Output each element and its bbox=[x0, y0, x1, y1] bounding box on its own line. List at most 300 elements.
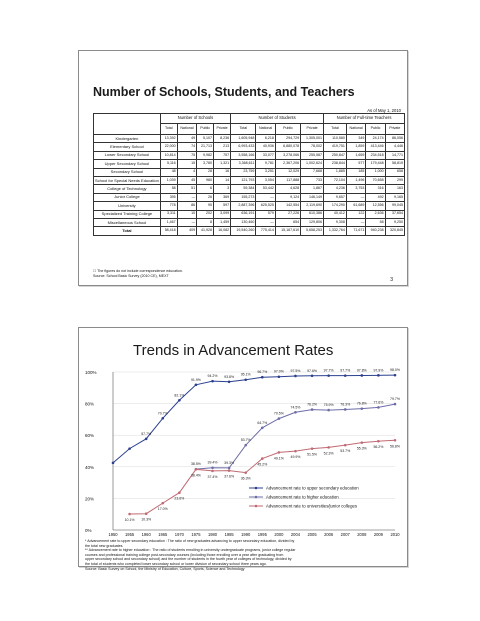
slide-notes bbox=[85, 539, 403, 571]
table-cell: 45 bbox=[177, 176, 196, 184]
x-tick-label: 1950 bbox=[108, 532, 118, 537]
table-cell: 255,587 bbox=[301, 151, 324, 159]
table-cell: 10,814 bbox=[160, 151, 177, 159]
table-cell: 636,191 bbox=[231, 210, 256, 218]
note-checkbox: ☐ bbox=[93, 269, 97, 273]
table-cell: 579 bbox=[256, 210, 275, 218]
data-label-univ: 45.2% bbox=[257, 462, 268, 467]
table-cell: 59,384 bbox=[231, 185, 256, 193]
data-point-upper bbox=[344, 374, 347, 377]
table-cell: 202 bbox=[197, 210, 214, 218]
data-point-univ bbox=[211, 470, 214, 473]
data-point-upper bbox=[377, 374, 380, 377]
table-cell: 2,119,690 bbox=[301, 202, 324, 210]
table-cell: 26 bbox=[197, 193, 214, 201]
slide-title: Trends in Advancement Rates bbox=[133, 342, 334, 359]
data-point-higher bbox=[278, 417, 281, 420]
data-label-univ: 37.6% bbox=[224, 474, 235, 479]
table-cell: 58 bbox=[160, 185, 177, 193]
x-tick-label: 1980 bbox=[207, 532, 218, 537]
data-label-upper: 97.0% bbox=[273, 369, 284, 374]
group-students: Number of Students bbox=[231, 114, 324, 124]
data-label-univ: 52.3% bbox=[323, 451, 334, 456]
subheader-cell: National bbox=[256, 124, 275, 135]
table-cell: 14 bbox=[214, 176, 231, 184]
data-label-univ: 49.1% bbox=[273, 456, 284, 461]
table-cell: 33,077 bbox=[256, 151, 275, 159]
x-tick-label: 2000 bbox=[274, 532, 284, 537]
table-cell: 1,002,624 bbox=[301, 160, 324, 168]
data-label-univ: 37.4% bbox=[207, 474, 218, 479]
table-cell: 71,671 bbox=[346, 227, 365, 235]
x-tick-label: 1995 bbox=[257, 532, 267, 537]
table-cell: 15,167,610 bbox=[275, 227, 300, 235]
table-cell: 13,392 bbox=[160, 135, 177, 143]
table-cell: 99,045 bbox=[385, 202, 404, 210]
advancement-rates-chart bbox=[79, 328, 409, 540]
data-point-upper bbox=[244, 378, 247, 381]
slide-title: Number of Schools, Students, and Teachers bbox=[93, 85, 355, 99]
table-cell: 3,099 bbox=[214, 210, 231, 218]
table-cell: 492 bbox=[366, 193, 385, 201]
table-cell: 413,446 bbox=[366, 143, 385, 151]
data-point-univ bbox=[361, 441, 364, 444]
table-cell: 70,658 bbox=[366, 176, 385, 184]
table-cell: 5,116 bbox=[160, 160, 177, 168]
table-cell: 316 bbox=[366, 185, 385, 193]
table-cell: 16,082 bbox=[214, 227, 231, 235]
data-label-higher: 77.6% bbox=[373, 400, 384, 405]
data-label-upper: 98.0% bbox=[390, 368, 400, 373]
table-cell: 9,657 bbox=[324, 193, 347, 201]
as-of-date: As of May 1, 2010 bbox=[367, 108, 401, 113]
table-cell: 86,056 bbox=[385, 135, 404, 143]
x-tick-label: 2008 bbox=[357, 532, 367, 537]
table-cell: 2,887,396 bbox=[231, 202, 256, 210]
table-cell: 9,982 bbox=[197, 151, 214, 159]
data-label-univ: 10.1% bbox=[124, 518, 135, 523]
data-point-upper bbox=[211, 380, 214, 383]
note-line: ☐ The figures do not include correspondence education. bbox=[93, 269, 183, 273]
data-point-univ bbox=[178, 491, 181, 494]
data-label-univ: 38.4% bbox=[190, 473, 201, 478]
table-body bbox=[94, 135, 405, 236]
y-tick-label: 60% bbox=[85, 433, 95, 439]
data-point-univ bbox=[261, 457, 264, 460]
subheader-cell: Private bbox=[301, 124, 324, 135]
table-cell: 155,273 bbox=[231, 193, 256, 201]
table-cell: 179,448 bbox=[366, 160, 385, 168]
table-cell: 8,236 bbox=[214, 135, 231, 143]
table-cell: 5,107 bbox=[197, 135, 214, 143]
data-label-univ: 17.0% bbox=[157, 507, 168, 512]
data-label-upper: 70.7% bbox=[157, 411, 168, 416]
x-tick-label: 1985 bbox=[224, 532, 234, 537]
legend-marker-univ bbox=[255, 505, 258, 508]
table-cell: 6,218 bbox=[256, 135, 275, 143]
x-tick-label: 1975 bbox=[191, 532, 201, 537]
table-cell: 5,658,253 bbox=[301, 227, 324, 235]
table-cell: 1,000 bbox=[366, 168, 385, 176]
table-row bbox=[94, 143, 405, 151]
table-cell: 146,149 bbox=[301, 193, 324, 201]
data-point-upper bbox=[228, 380, 231, 383]
table-cell: 48 bbox=[160, 168, 177, 176]
data-label-upper: 97.9% bbox=[373, 368, 384, 373]
subheader-cell: Total bbox=[324, 124, 347, 135]
data-label-upper: 97.5% bbox=[290, 368, 301, 373]
data-label-univ: 53.7% bbox=[340, 449, 351, 454]
table-cell: 86 bbox=[177, 202, 196, 210]
subheader-cell: National bbox=[177, 124, 196, 135]
table-cell: 3,780 bbox=[197, 160, 214, 168]
table-cell: 234,518 bbox=[366, 151, 385, 159]
y-tick-label: 0% bbox=[85, 528, 92, 533]
table-cell: 16 bbox=[214, 168, 231, 176]
y-tick-label: 40% bbox=[85, 464, 95, 470]
x-tick-label: 1970 bbox=[174, 532, 184, 537]
table-cell: 110,580 bbox=[324, 135, 347, 143]
data-point-higher bbox=[311, 408, 314, 411]
data-point-univ bbox=[394, 439, 397, 442]
data-label-univ: 36.3% bbox=[240, 476, 251, 481]
table-cell: 1,305,001 bbox=[301, 135, 324, 143]
legend-label-higher: Advancement rate to higher education bbox=[266, 494, 339, 500]
row-label: Lower Secondary School bbox=[94, 151, 161, 159]
table-row bbox=[94, 151, 405, 159]
data-label-higher: 74.5% bbox=[290, 405, 301, 410]
data-label-upper: 91.9% bbox=[190, 377, 201, 382]
legend-label-univ: Advancement rate to universities/junior colleges bbox=[266, 503, 357, 509]
table-cell: — bbox=[177, 193, 196, 201]
data-label-upper: 82.1% bbox=[174, 393, 185, 398]
data-point-higher bbox=[377, 406, 380, 409]
table-cell: 1,885 bbox=[324, 168, 347, 176]
table-cell: 72,104 bbox=[324, 176, 347, 184]
table-cell: 2,367,206 bbox=[275, 160, 300, 168]
data-label-upper: 97.8% bbox=[356, 368, 367, 373]
table-cell: 775,414 bbox=[256, 227, 275, 235]
data-label-univ: 55.3% bbox=[356, 446, 367, 451]
x-tick-label: 2005 bbox=[307, 532, 317, 537]
data-point-univ bbox=[344, 444, 347, 447]
data-label-higher: 53.7% bbox=[240, 438, 251, 443]
slide-advancement-rates bbox=[78, 327, 408, 571]
table-cell: 3,368,611 bbox=[231, 160, 256, 168]
x-tick-label: 2009 bbox=[373, 532, 383, 537]
row-label: Specialized Training College bbox=[94, 210, 161, 218]
table-cell: 40,936 bbox=[256, 143, 275, 151]
page-number: 3 bbox=[390, 277, 393, 283]
table-cell: 14,771 bbox=[385, 151, 404, 159]
table-cell: 419,751 bbox=[324, 143, 347, 151]
row-label: School for Special Needs Education bbox=[94, 176, 161, 184]
table-cell: — bbox=[346, 218, 365, 226]
table-cell: 1,459 bbox=[214, 218, 231, 226]
note-line: upper secondary school and secondary school) and the number of students in the fourth year of colleges of technology, divided by bbox=[85, 557, 292, 562]
note-line: * Advancement rate to upper secondary education : The ratio of new graduates advancing to upper secondary education, divided by bbox=[85, 539, 295, 543]
data-label-upper: 94.2% bbox=[207, 374, 218, 379]
table-cell: 117,888 bbox=[275, 176, 300, 184]
table-cell: 4,628 bbox=[275, 185, 300, 193]
slide-schools-students-teachers bbox=[78, 50, 408, 286]
table-cell: 395 bbox=[160, 193, 177, 201]
table-cell: 299 bbox=[385, 176, 404, 184]
table-cell: 61,689 bbox=[346, 202, 365, 210]
data-point-upper bbox=[261, 376, 264, 379]
table-cell: 40,412 bbox=[324, 210, 347, 218]
subheader-cell: Public bbox=[197, 124, 214, 135]
x-tick-label: 1955 bbox=[125, 532, 135, 537]
data-label-higher: 39.3% bbox=[224, 460, 235, 465]
table-cell: 1,867 bbox=[301, 185, 324, 193]
subheader-cell: Total bbox=[231, 124, 256, 135]
table-row bbox=[94, 176, 405, 184]
data-label-higher: 76.2% bbox=[307, 402, 318, 407]
data-point-upper bbox=[327, 374, 330, 377]
y-tick-label: 20% bbox=[85, 496, 95, 502]
data-point-univ bbox=[244, 471, 247, 474]
data-label-upper: 96.7% bbox=[257, 370, 268, 375]
table-cell: 7,668 bbox=[301, 168, 324, 176]
data-label-univ: 56.8% bbox=[390, 444, 400, 449]
table-cell: 27,226 bbox=[275, 210, 300, 218]
table-cell: 369 bbox=[214, 193, 231, 201]
table-cell: 577 bbox=[346, 160, 365, 168]
row-label: Total bbox=[94, 227, 161, 235]
table-cell: 6 bbox=[197, 185, 214, 193]
row-label: University bbox=[94, 202, 161, 210]
data-point-upper bbox=[278, 375, 281, 378]
table-group-header bbox=[94, 114, 405, 124]
data-label-univ: 10.3% bbox=[141, 517, 152, 522]
table-cell: 78,002 bbox=[301, 143, 324, 151]
table-cell: 733 bbox=[301, 176, 324, 184]
table-cell: 658 bbox=[385, 168, 404, 176]
table-cell: — bbox=[346, 193, 365, 201]
data-point-upper bbox=[178, 399, 181, 402]
row-label: Kindergarten bbox=[94, 135, 161, 143]
data-point-univ bbox=[377, 440, 380, 443]
table-cell: 1,332,764 bbox=[324, 227, 347, 235]
table-cell: 3,311 bbox=[160, 210, 177, 218]
data-point-upper bbox=[145, 438, 148, 441]
x-tick-label: 2006 bbox=[324, 532, 334, 537]
table-cell: 4,236 bbox=[324, 185, 347, 193]
table-cell: 1,605,948 bbox=[231, 135, 256, 143]
subheader-cell: Private bbox=[214, 124, 231, 135]
group-teachers: Number of Full-time Teachers bbox=[324, 114, 405, 124]
data-label-higher: 64.7% bbox=[257, 420, 268, 425]
row-label: Upper Secondary School bbox=[94, 160, 161, 168]
table-cell: 163 bbox=[385, 185, 404, 193]
data-label-higher: 38.5% bbox=[190, 462, 201, 467]
table-cell: 213 bbox=[214, 143, 231, 151]
table-cell: 654 bbox=[275, 218, 300, 226]
table-cell: 940,238 bbox=[366, 227, 385, 235]
x-tick-label: 1960 bbox=[141, 532, 151, 537]
table-row bbox=[94, 185, 405, 193]
data-point-univ bbox=[145, 512, 148, 515]
table-cell: 1,659 bbox=[346, 151, 365, 159]
table-cell: 1,039 bbox=[160, 176, 177, 184]
table-cell: 19,540,260 bbox=[231, 227, 256, 235]
x-tick-label: 2007 bbox=[340, 532, 350, 537]
table-row bbox=[94, 135, 405, 143]
note-line: the total new graduates. bbox=[85, 543, 124, 548]
table-total-row bbox=[94, 227, 405, 235]
data-point-univ bbox=[278, 451, 281, 454]
data-label-univ: 51.5% bbox=[307, 452, 318, 457]
table-cell: 6,880,078 bbox=[275, 143, 300, 151]
data-point-univ bbox=[161, 502, 164, 505]
table-cell: — bbox=[256, 193, 275, 201]
data-label-univ: 23.6% bbox=[174, 496, 185, 501]
table-cell: 28 bbox=[197, 168, 214, 176]
x-tick-label: 1990 bbox=[241, 532, 251, 537]
x-tick-label: 2010 bbox=[390, 532, 400, 537]
table-cell: 75 bbox=[177, 151, 196, 159]
table-cell: 37,654 bbox=[385, 210, 404, 218]
table-cell: 1,321 bbox=[214, 160, 231, 168]
table-cell: 238,844 bbox=[324, 160, 347, 168]
row-label: Junior College bbox=[94, 193, 161, 201]
table-row bbox=[94, 210, 405, 218]
table-cell: 58 bbox=[366, 218, 385, 226]
y-tick-label: 100% bbox=[85, 370, 97, 375]
table-cell: 9,165 bbox=[385, 193, 404, 201]
table-cell: 4,446 bbox=[385, 143, 404, 151]
row-label: Elementary School bbox=[94, 143, 161, 151]
data-point-higher bbox=[344, 408, 347, 411]
table-cell: 3 bbox=[214, 185, 231, 193]
note-line: the total of students who completed lower secondary school or lower division of secondary school three years ago. bbox=[85, 561, 267, 566]
row-header-corner bbox=[94, 114, 161, 135]
table-row bbox=[94, 202, 405, 210]
data-point-univ bbox=[294, 450, 297, 453]
row-label: Miscellaneous School bbox=[94, 218, 161, 226]
data-label-upper: 95.1% bbox=[240, 372, 251, 377]
table-cell: — bbox=[256, 218, 275, 226]
table-cell: 1,859 bbox=[346, 143, 365, 151]
table-cell: 15 bbox=[177, 160, 196, 168]
x-tick-label: 2004 bbox=[290, 532, 301, 537]
subheader-cell: Private bbox=[385, 124, 404, 135]
data-point-univ bbox=[327, 446, 330, 449]
data-label-higher: 79.7% bbox=[390, 397, 400, 402]
table-cell: 1,467 bbox=[160, 218, 177, 226]
table-cell: 349 bbox=[346, 135, 365, 143]
data-label-higher: 76.3% bbox=[340, 402, 351, 407]
table-cell: 4 bbox=[177, 168, 196, 176]
subheader-cell: Total bbox=[160, 124, 177, 135]
data-label-upper: 97.7% bbox=[323, 368, 334, 373]
table-cell: 778 bbox=[160, 202, 177, 210]
table-cell: 53,442 bbox=[256, 185, 275, 193]
data-label-upper: 93.8% bbox=[224, 374, 235, 379]
table-cell: — bbox=[177, 218, 196, 226]
data-point-upper bbox=[128, 447, 131, 450]
table-cell: 129,806 bbox=[301, 218, 324, 226]
data-label-higher: 76.8% bbox=[356, 401, 367, 406]
table-cell: 6,993,433 bbox=[231, 143, 256, 151]
table-cell: 757 bbox=[214, 151, 231, 159]
data-point-higher bbox=[394, 403, 397, 406]
table-cell: 185 bbox=[346, 168, 365, 176]
table-cell: 9,781 bbox=[256, 160, 275, 168]
table-cell: 3,753 bbox=[346, 185, 365, 193]
data-label-upper: 57.7% bbox=[141, 431, 152, 436]
data-point-higher bbox=[294, 411, 297, 414]
legend-label-upper: Advancement rate to upper secondary education bbox=[266, 485, 359, 491]
table-cell: 58,418 bbox=[160, 227, 177, 235]
data-label-higher: 70.5% bbox=[273, 411, 284, 416]
data-point-upper bbox=[311, 374, 314, 377]
data-point-higher bbox=[261, 426, 264, 429]
table-cell: 122 bbox=[346, 210, 365, 218]
data-label-univ: 49.9% bbox=[290, 455, 301, 460]
table-cell: 250,847 bbox=[324, 151, 347, 159]
group-schools: Number of Schools bbox=[160, 114, 230, 124]
table-cell: 8 bbox=[197, 218, 214, 226]
note-line: ** Advancement rate to higher education : The ratio of students enrolling in university undergraduate programs, junior college regular bbox=[85, 548, 296, 553]
table-cell: 3,558,166 bbox=[231, 151, 256, 159]
table-row bbox=[94, 160, 405, 168]
data-point-upper bbox=[394, 374, 397, 377]
statistics-table bbox=[93, 113, 405, 236]
subheader-cell: Public bbox=[366, 124, 385, 135]
data-label-higher: 39.4% bbox=[207, 460, 218, 465]
table-cell: 22,000 bbox=[160, 143, 177, 151]
slide-notes bbox=[93, 269, 183, 278]
table-cell: 597 bbox=[214, 202, 231, 210]
row-label: Secondary School bbox=[94, 168, 161, 176]
data-label-upper: 97.7% bbox=[340, 368, 351, 373]
table-cell: 174,290 bbox=[324, 202, 347, 210]
data-point-univ bbox=[228, 469, 231, 472]
table-cell: 41,928 bbox=[197, 227, 214, 235]
note-line: Source: Basic Survey on School, the Ministry of Education, Culture, Sports, Science and Technology bbox=[85, 566, 245, 571]
data-label-upper: 97.6% bbox=[307, 368, 318, 373]
table-cell: 9,250 bbox=[385, 218, 404, 226]
table-cell: 2,636 bbox=[366, 210, 385, 218]
table-cell: 9,124 bbox=[275, 193, 300, 201]
subheader-cell: Public bbox=[275, 124, 300, 135]
data-point-higher bbox=[361, 407, 364, 410]
table-cell: 74 bbox=[177, 143, 196, 151]
note-line: courses and professional training college post-secondary courses (including those enrolling over a year after graduating from bbox=[85, 552, 284, 557]
table-cell: 23,759 bbox=[231, 168, 256, 176]
table-cell: 121,793 bbox=[231, 176, 256, 184]
data-point-univ bbox=[128, 513, 131, 516]
table-cell: 9,308 bbox=[324, 218, 347, 226]
source-line: Source: School Basic Survey (2010 CE), MEXT bbox=[93, 273, 169, 278]
data-point-higher bbox=[327, 409, 330, 412]
table-cell: 12,556 bbox=[366, 202, 385, 210]
data-point-higher bbox=[228, 467, 231, 470]
data-point-upper bbox=[294, 375, 297, 378]
table-cell: 95 bbox=[197, 202, 214, 210]
data-label-higher: 75.9% bbox=[323, 403, 334, 408]
table-cell: 58,819 bbox=[385, 160, 404, 168]
table-cell: 130,460 bbox=[231, 218, 256, 226]
data-point-higher bbox=[211, 466, 214, 469]
table-cell: 980 bbox=[197, 176, 214, 184]
legend-marker-higher bbox=[255, 496, 258, 499]
table-cell: 21,713 bbox=[197, 143, 214, 151]
table-row bbox=[94, 168, 405, 176]
table-cell: 320,845 bbox=[385, 227, 404, 235]
